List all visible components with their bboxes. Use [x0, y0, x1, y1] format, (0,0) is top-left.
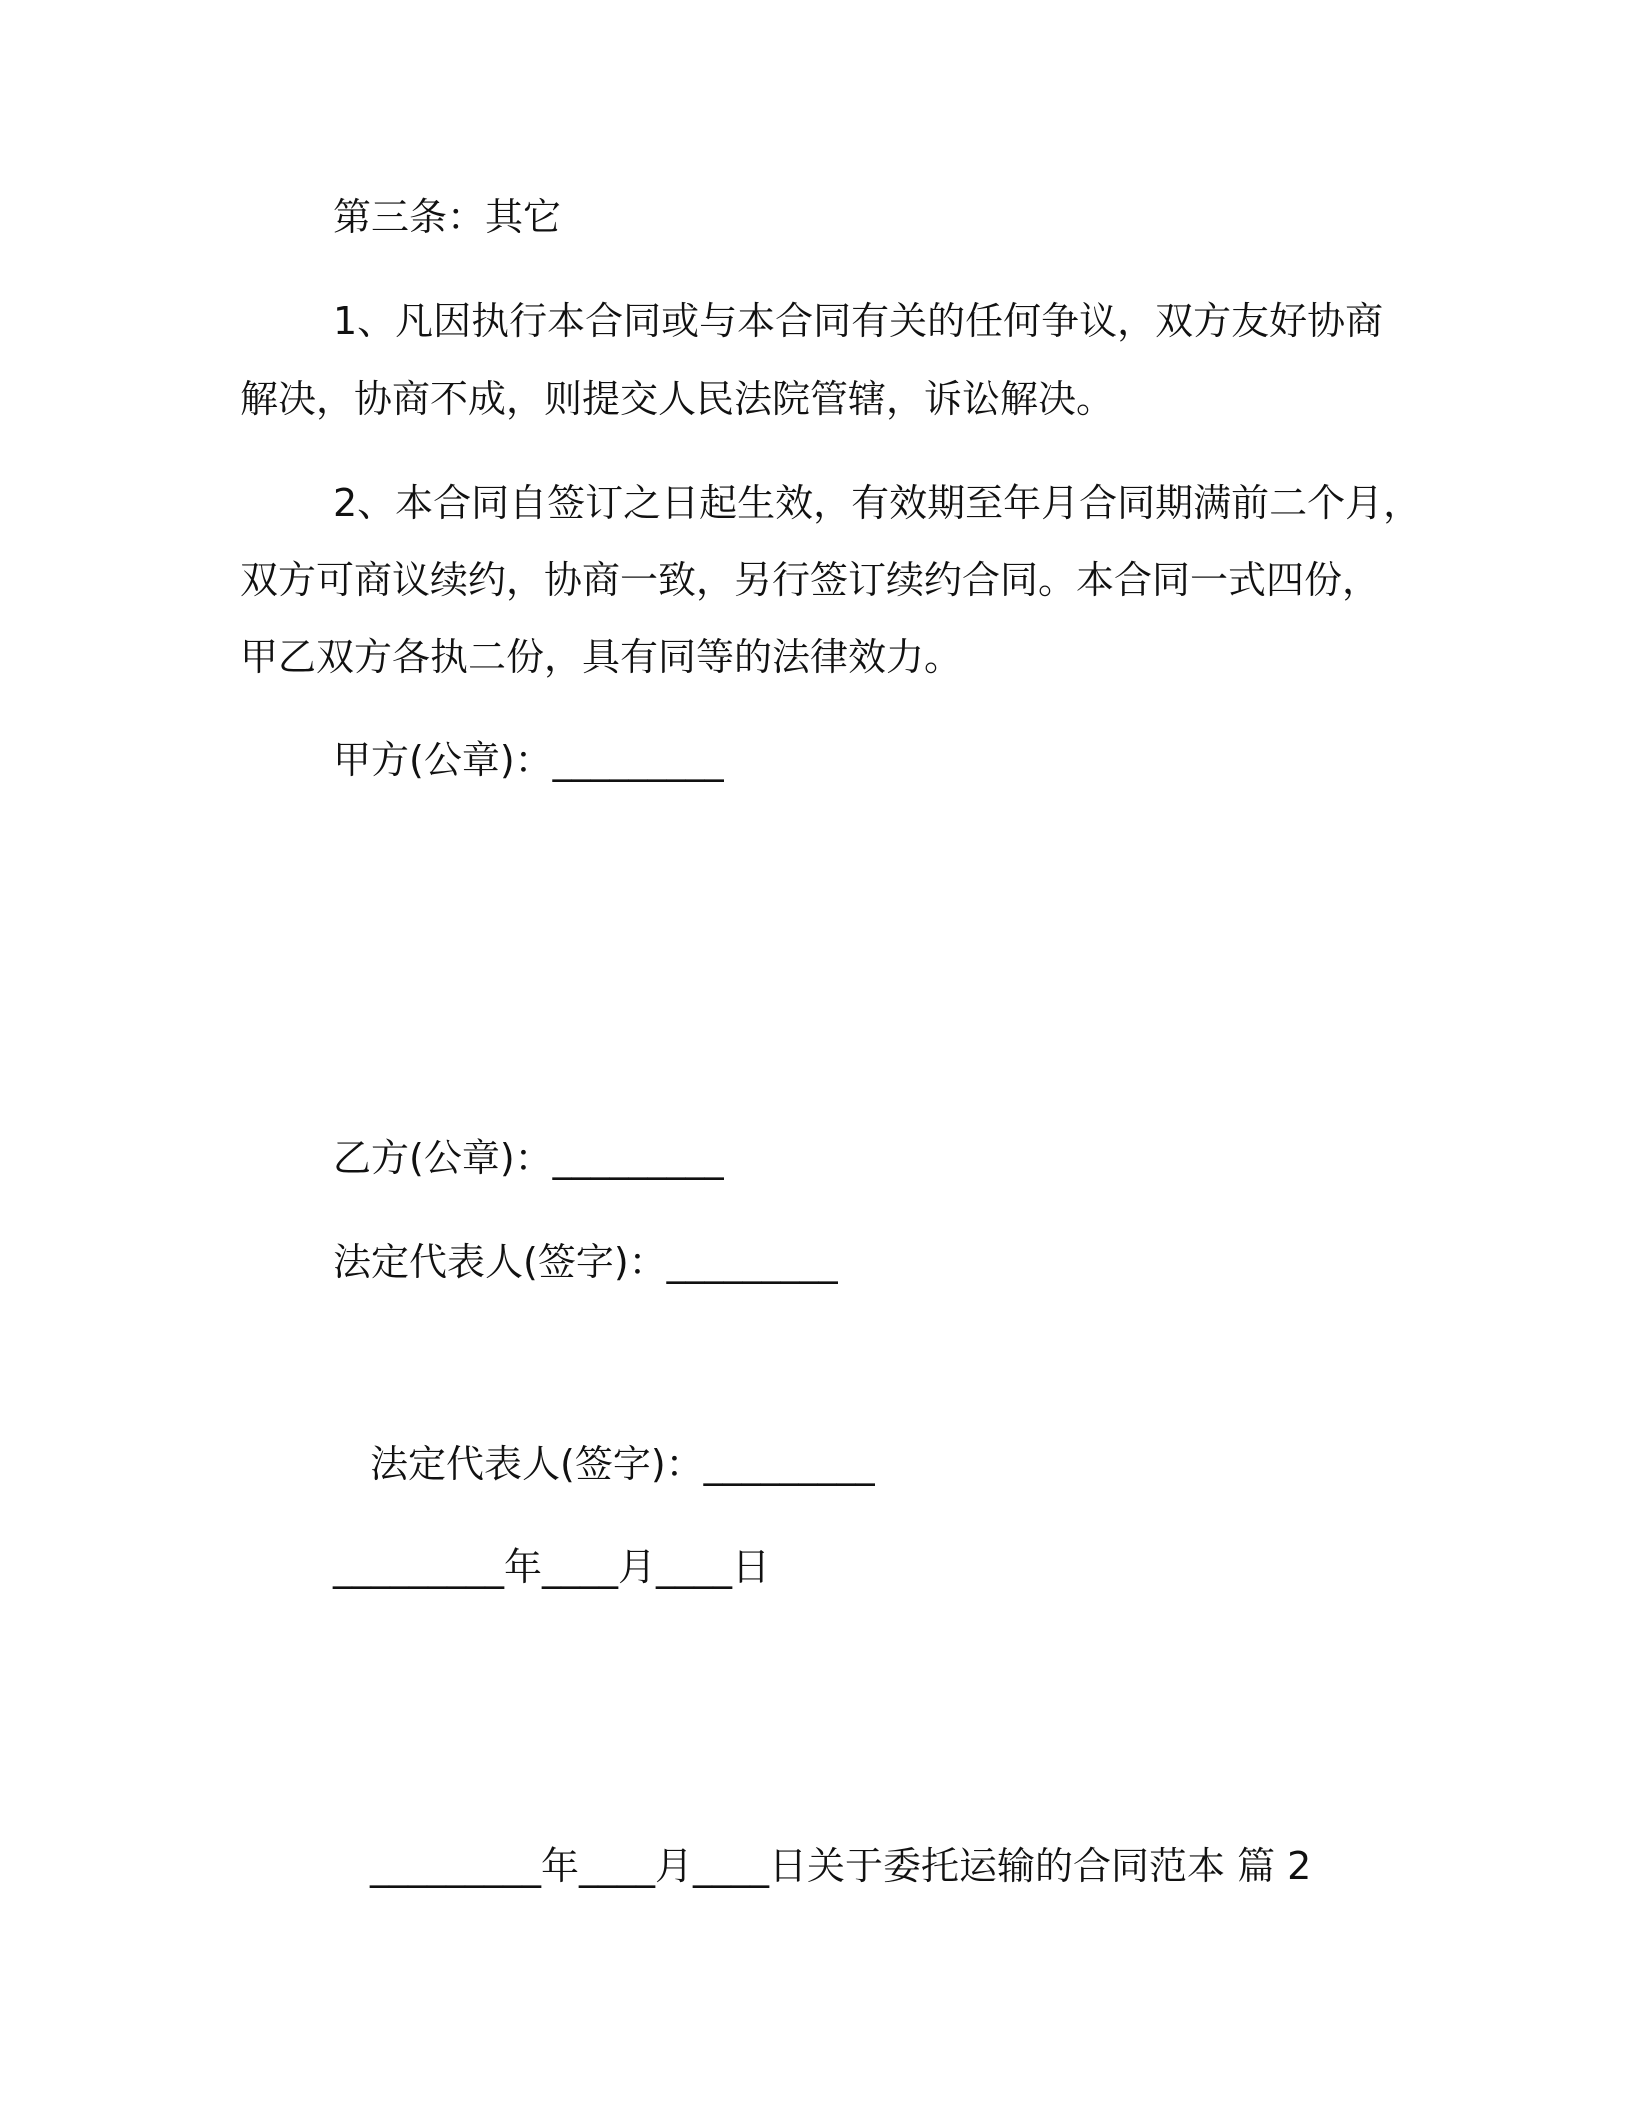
clause-2-line-2: 双方可商议续约，协商一致，另行签订续约合同。本合同一式四份， — [240, 558, 1381, 602]
article-heading: 第三条：其它 — [333, 195, 562, 239]
legal-representative-signature-line-2: 法定代表人(签字)：_________ — [370, 1442, 875, 1486]
clause-1-line-2: 解决，协商不成，则提交人民法院管辖，诉讼解决。 — [240, 377, 1115, 421]
clause-2-line-3: 甲乙双方各执二份，具有同等的法律效力。 — [240, 635, 963, 679]
party-b-seal-line: 乙方(公章)：_________ — [333, 1136, 724, 1180]
clause-1-line-1: 1、凡因执行本合同或与本合同有关的任何争议，双方友好协商 — [333, 299, 1384, 343]
date-line: _________年____月____日 — [333, 1545, 771, 1589]
next-section-title: _________年____月____日关于委托运输的合同范本 篇 2 — [370, 1844, 1312, 1888]
clause-2-line-1: 2、本合同自签订之日起生效，有效期至年月合同期满前二个月， — [333, 481, 1422, 525]
legal-representative-signature-line-1: 法定代表人(签字)：_________ — [333, 1240, 838, 1284]
party-a-seal-line: 甲方(公章)：_________ — [333, 738, 724, 782]
